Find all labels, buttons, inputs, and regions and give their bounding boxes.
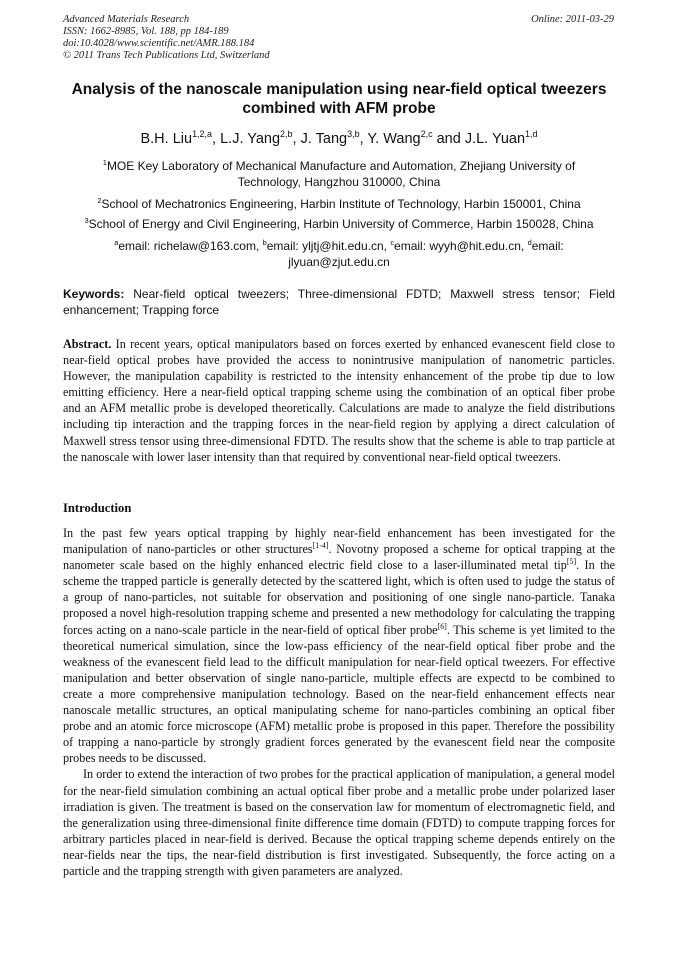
email-marker: b <box>262 238 267 247</box>
title-line-2: combined with AFM probe <box>242 100 436 117</box>
affiliation-2 <box>40 193 638 212</box>
abstract <box>63 336 615 465</box>
affiliation-3 <box>40 213 638 232</box>
citation[interactable]: [1-4] <box>312 541 329 551</box>
journal-issn: ISSN: 1662-8985, Vol. 188, pp 184-189 <box>63 26 229 37</box>
intro-paragraph-1 <box>63 525 615 766</box>
author-affil: 2,c <box>420 129 433 139</box>
author-emails <box>40 235 638 270</box>
author-name: , Y. Wang <box>359 130 421 147</box>
paragraph-text: . This scheme is yet limited to the theoretical numerical simulation, since the low-pass efficiency of the near-field optical fiber probe and the weakness of the evanescent field lead to the difficult manipulation for near-field optical tweezers. For effective manipulation and better observation of single nano-particle, multiple effects are expectd to be combined to create a more comprehensive manipulation technology. Based on the near-field enhancement effects near nanoscale metallic structures, an optical manipulating scheme for nano-particles combining an optical fiber probe and an atomic force microscope (AFM) metallic probe is proposed in this paper. Therefore the possibility of trapping a nano-particle by strongly gradient forces generated by the evanescent field near the composite probes needs to be discussed. <box>63 622 615 766</box>
author-list <box>40 129 638 147</box>
keywords-label: Keywords: <box>63 287 125 301</box>
email-marker: d <box>527 238 532 247</box>
title-line-1: Analysis of the nanoscale manipulation using near-field optical tweezers <box>71 81 607 98</box>
email-marker: c <box>390 238 395 247</box>
affil-text: School of Mechatronics Engineering, Harbin Institute of Technology, Harbin 150001, China <box>101 197 581 211</box>
email-text[interactable]: email: yljtj@hit.edu.cn, <box>266 239 391 253</box>
affil-marker: 2 <box>97 196 102 205</box>
author-name: and J.L. Yuan <box>432 130 526 147</box>
email-text[interactable]: email: jlyuan@zjut.edu.cn <box>288 239 564 269</box>
author-name: , L.J. Yang <box>212 130 281 147</box>
paragraph-text: In the past few years optical trapping by highly near-field enhancement has been investigated for the manipulation of nano-particles or other structures <box>63 526 615 557</box>
email-text[interactable]: email: richelaw@163.com, <box>118 239 263 253</box>
paragraph-text: . Novotny proposed a scheme for optical trapping at the nanometer scale based on the highly enhanced electric field close to a laser-illuminated metal tip <box>63 542 615 573</box>
section-heading-introduction: Introduction <box>63 501 132 515</box>
journal-name: Advanced Materials Research <box>63 14 190 25</box>
author-name: B.H. Liu <box>140 130 193 147</box>
keywords <box>63 286 615 318</box>
email-text[interactable]: email: wyyh@hit.edu.cn, <box>394 239 528 253</box>
journal-header <box>63 14 270 62</box>
author-affil: 2,b <box>280 129 293 139</box>
journal-copyright: © 2011 Trans Tech Publications Ltd, Switzerland <box>63 50 270 61</box>
author-affil: 3,b <box>347 129 360 139</box>
affil-text: School of Energy and Civil Engineering, Harbin University of Commerce, Harbin 150028, China <box>88 217 594 231</box>
citation[interactable]: [6] <box>437 621 447 631</box>
online-date: Online: 2011-03-29 <box>531 14 614 25</box>
keywords-text: Near-field optical tweezers; Three-dimensional FDTD; Maxwell stress tensor; Field enhancement; Trapping force <box>63 287 615 317</box>
intro-paragraph-2: In order to extend the interaction of two probes for the practical application of manipulation, a general model for the near-field simulation combining an actual optical fiber probe and a metallic probe under polarized laser irradiation is given. The treatment is based on the conservation law for momentum of electromagnetic field, and the generalization using three-dimensional finite difference time domain (FDTD) to compute trapping forces for arbitrary particles placed in near-field is derived. Because the optical trapping scheme depends entirely on the near-fields near the tips, the near-field distribution is first investigated. Subsequently, the force acting on a particle and the trapping strength with given parameters are analyzed. <box>63 767 615 878</box>
introduction-body <box>63 525 615 879</box>
abstract-text: In recent years, optical manipulators based on forces exerted by enhanced evanescent field close to near-field optical probes have provided the access to nonintrusive manipulation of nanometric particles. However, the manipulation capability is restricted to the intensity enhancement of the probe tip due to low emitting efficiency. Here a near-field optical trapping scheme using the combination of an optical fiber probe and an AFM metallic probe is developed theoretically. Calculations are made to analyze the field distributions including tip interaction and the trapping forces in the near-field region by applying a direct calculation of Maxwell stress tensor using three-dimensional FDTD. The results show that the scheme is able to trap particle at the nanoscale with lower laser intensity than that required by conventional near-field optical tweezers. <box>63 337 615 464</box>
paragraph-text: . In the scheme the trapped particle is generally detected by the scattered light, which is often used to judge the status of a group of nano-particles, not suitable for observation and positioning of one single nano-particle. Tanaka proposed a novel high-resolution trapping scheme and presented a new methodology for calculating the trapping forces acting on a nano-scale particle in the near-field of optical fiber probe <box>63 558 615 637</box>
affil-text: MOE Key Laboratory of Mechanical Manufacture and Automation, Zhejiang University of Technology, Hangzhou 310000, China <box>106 159 576 189</box>
abstract-label: Abstract. <box>63 337 112 351</box>
affil-marker: 3 <box>84 216 89 225</box>
affiliation-1 <box>40 155 638 190</box>
affil-marker: 1 <box>102 158 107 167</box>
author-affil: 1,d <box>525 129 538 139</box>
email-marker: a <box>114 238 119 247</box>
journal-doi: doi:10.4028/www.scientific.net/AMR.188.184 <box>63 38 255 49</box>
citation[interactable]: [5] <box>566 557 577 567</box>
author-name: , J. Tang <box>292 130 348 147</box>
author-affil: 1,2,a <box>192 129 213 139</box>
paper-title <box>40 80 638 118</box>
